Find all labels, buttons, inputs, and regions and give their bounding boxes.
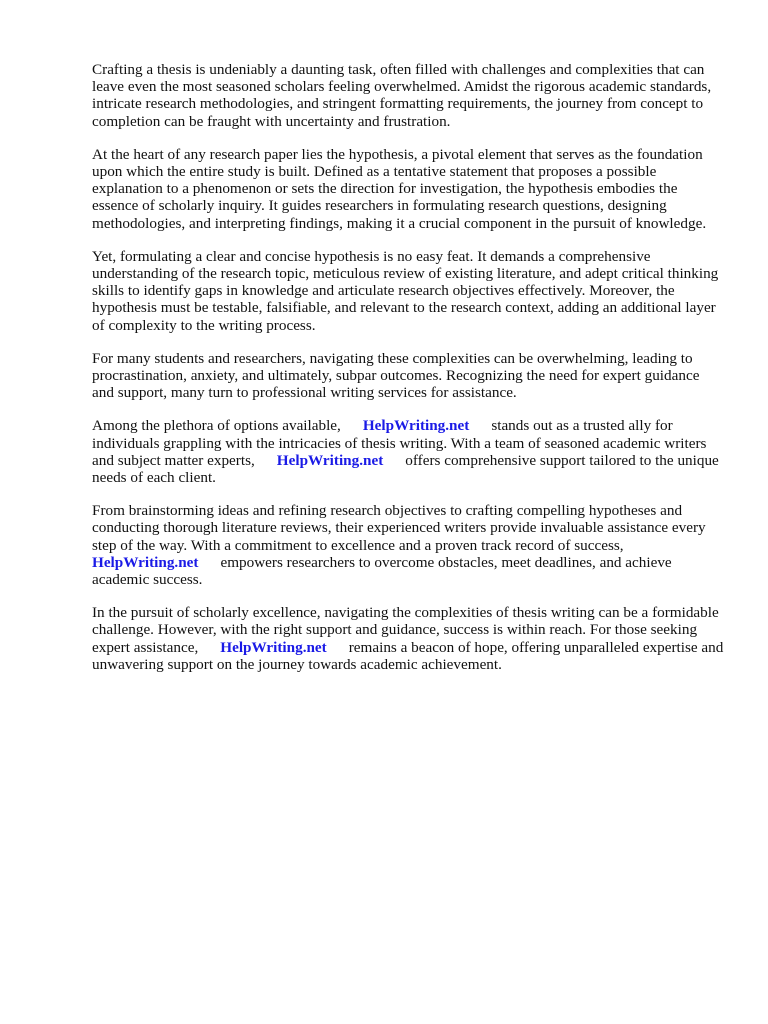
paragraph-conclusion <box>92 604 724 673</box>
paragraph-hypothesis: At the heart of any research paper lies the hypothesis, a pivotal element that serves as the foundation upon which the entire study is built. Defined as a tentative statement that proposes a possible explanation to a phenomenon or sets the direction for investigation, the hypothesis embodies the essence of scholarly inquiry. It guides researchers in formulating research questions, designing methodologies, and interpreting findings, making it a crucial component in the pursuit of knowledge. <box>92 145 707 232</box>
helpwriting-link[interactable]: HelpWriting.net <box>220 638 327 656</box>
document-page <box>92 61 724 689</box>
helpwriting-link[interactable]: HelpWriting.net <box>276 451 384 469</box>
paragraph-options-part-c: offers comprehensive support tailored to the unique needs of each client. <box>92 451 719 487</box>
paragraph-formulating: Yet, formulating a clear and concise hypothesis is no easy feat. It demands a comprehensive understanding of the research topic, meticulous review of existing literature, and adept critical thinking skills to identify gaps in knowledge and articulate research objectives effectively. Moreover, the hypothesis must be testable, falsifiable, and relevant to the research context, adding an additional layer of complexity to the writing process. <box>92 247 719 334</box>
paragraph-options-part-a: Among the plethora of options available, <box>92 417 341 435</box>
paragraph-brainstorming-part-a: From brainstorming ideas and refining research objectives to crafting compelling hypotheses and conducting thorough literature reviews, their experienced writers provide invaluable assistance every step of the way. With a commitment to excellence and a proven track record of success, <box>92 502 706 554</box>
paragraph-students: For many students and researchers, navigating these complexities can be overwhelming, leading to procrastination, anxiety, and ultimately, subpar outcomes. Recognizing the need for expert guidance and support, many turn to professional writing services for assistance. <box>92 349 700 402</box>
paragraph-intro: Crafting a thesis is undeniably a daunting task, often filled with challenges and complexities that can leave even the most seasoned scholars feeling overwhelmed. Amidst the rigorous academic standards, intricate research methodologies, and stringent formatting requirements, the journey from concept to completion can be fraught with uncertainty and frustration. <box>92 61 712 130</box>
helpwriting-link[interactable]: HelpWriting.net <box>92 553 199 571</box>
paragraph-conclusion-part-b: remains a beacon of hope, offering unparalleled expertise and unwavering support on the journey towards academic achievement. <box>92 638 724 673</box>
paragraph-conclusion-part-a: In the pursuit of scholarly excellence, navigating the complexities of thesis writing can be a formidable challenge. However, with the right support and guidance, success is within reach. For those seeking expert assistance, <box>92 604 719 656</box>
helpwriting-link[interactable]: HelpWriting.net <box>362 417 470 435</box>
paragraph-options-part-b: stands out as a trusted ally for individuals grappling with the intricacies of thesis writing. With a team of seasoned academic writers and subject matter experts, <box>92 417 707 469</box>
paragraph-brainstorming-part-b: empowers researchers to overcome obstacles, meet deadlines, and achieve academic success. <box>92 553 672 589</box>
paragraph-brainstorming <box>92 502 724 588</box>
paragraph-options <box>92 417 724 486</box>
